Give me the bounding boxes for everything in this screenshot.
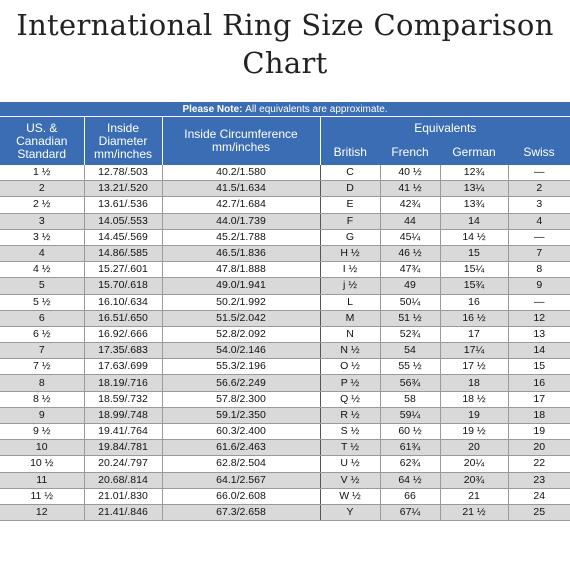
swiss-cell: 20 (508, 440, 570, 456)
swiss-cell: 9 (508, 278, 570, 294)
us-size-cell: 6 ½ (0, 326, 84, 342)
us-size-cell: 9 (0, 407, 84, 423)
diameter-cell: 16.92/.666 (84, 326, 162, 342)
swiss-cell: 8 (508, 262, 570, 278)
circumference-cell: 59.1/2.350 (162, 407, 320, 423)
note-row (0, 102, 570, 117)
german-cell: 15¾ (440, 278, 508, 294)
us-size-cell: 5 ½ (0, 294, 84, 310)
size-rows (0, 165, 570, 521)
us-size-cell: 12 (0, 504, 84, 520)
us-size-cell: 4 ½ (0, 262, 84, 278)
table-row (0, 326, 570, 342)
circumference-cell: 52.8/2.092 (162, 326, 320, 342)
header-us-canadian: US. & Canadian Standard (0, 117, 84, 166)
german-cell: 13¼ (440, 181, 508, 197)
header-equivalents: Equivalents (320, 117, 570, 140)
french-cell: 45¼ (380, 229, 440, 245)
circumference-cell: 57.8/2.300 (162, 391, 320, 407)
french-cell: 64 ½ (380, 472, 440, 488)
british-cell: N ½ (320, 343, 380, 359)
diameter-cell: 14.05/.553 (84, 213, 162, 229)
chart-title (0, 6, 570, 82)
german-cell: 13¾ (440, 197, 508, 213)
table-row (0, 245, 570, 261)
table-row (0, 262, 570, 278)
swiss-cell: 7 (508, 245, 570, 261)
swiss-cell: 23 (508, 472, 570, 488)
diameter-cell: 21.41/.846 (84, 504, 162, 520)
us-size-cell: 11 (0, 472, 84, 488)
circumference-cell: 66.0/2.608 (162, 488, 320, 504)
swiss-cell: 17 (508, 391, 570, 407)
diameter-cell: 15.27/.601 (84, 262, 162, 278)
table-row (0, 375, 570, 391)
swiss-cell: 12 (508, 310, 570, 326)
table-row (0, 165, 570, 181)
diameter-cell: 13.21/.520 (84, 181, 162, 197)
table-row (0, 440, 570, 456)
header-row-1 (0, 117, 570, 140)
swiss-cell: 16 (508, 375, 570, 391)
us-size-cell: 9 ½ (0, 424, 84, 440)
french-cell: 62¾ (380, 456, 440, 472)
german-cell: 18 ½ (440, 391, 508, 407)
chart-title-line-2: Chart (242, 46, 328, 80)
french-cell: 47¾ (380, 262, 440, 278)
british-cell: C (320, 165, 380, 181)
circumference-cell: 67.3/2.658 (162, 504, 320, 520)
french-cell: 52¾ (380, 326, 440, 342)
table-row (0, 391, 570, 407)
french-cell: 56¾ (380, 375, 440, 391)
circumference-cell: 47.8/1.888 (162, 262, 320, 278)
circumference-cell: 46.5/1.836 (162, 245, 320, 261)
german-cell: 16 (440, 294, 508, 310)
swiss-cell: 19 (508, 424, 570, 440)
swiss-cell: 4 (508, 213, 570, 229)
french-cell: 55 ½ (380, 359, 440, 375)
british-cell: R ½ (320, 407, 380, 423)
swiss-cell: 14 (508, 343, 570, 359)
french-cell: 49 (380, 278, 440, 294)
us-size-cell: 3 ½ (0, 229, 84, 245)
note-text: All equivalents are approximate. (245, 103, 388, 115)
swiss-cell: 25 (508, 504, 570, 520)
table-row (0, 359, 570, 375)
table-row (0, 213, 570, 229)
us-size-cell: 6 (0, 310, 84, 326)
french-cell: 41 ½ (380, 181, 440, 197)
circumference-cell: 61.6/2.463 (162, 440, 320, 456)
british-cell: G (320, 229, 380, 245)
swiss-cell: — (508, 294, 570, 310)
diameter-cell: 17.35/.683 (84, 343, 162, 359)
british-cell: D (320, 181, 380, 197)
british-cell: U ½ (320, 456, 380, 472)
table-row (0, 424, 570, 440)
german-cell: 19 (440, 407, 508, 423)
diameter-cell: 14.86/.585 (84, 245, 162, 261)
table-row (0, 343, 570, 359)
british-cell: E (320, 197, 380, 213)
us-size-cell: 7 ½ (0, 359, 84, 375)
german-cell: 21 ½ (440, 504, 508, 520)
french-cell: 66 (380, 488, 440, 504)
table-row (0, 504, 570, 520)
diameter-cell: 16.51/.650 (84, 310, 162, 326)
diameter-cell: 18.59/.732 (84, 391, 162, 407)
table-row (0, 456, 570, 472)
french-cell: 67¼ (380, 504, 440, 520)
circumference-cell: 42.7/1.684 (162, 197, 320, 213)
circumference-cell: 62.8/2.504 (162, 456, 320, 472)
circumference-cell: 44.0/1.739 (162, 213, 320, 229)
diameter-cell: 20.24/.797 (84, 456, 162, 472)
table-row (0, 294, 570, 310)
british-cell: T ½ (320, 440, 380, 456)
german-cell: 17 (440, 326, 508, 342)
german-cell: 20 (440, 440, 508, 456)
diameter-cell: 19.84/.781 (84, 440, 162, 456)
french-cell: 40 ½ (380, 165, 440, 181)
french-cell: 51 ½ (380, 310, 440, 326)
chart-title-line-1: International Ring Size Comparison (16, 8, 554, 42)
header-inside-circumference: Inside Circumference mm/inches (162, 117, 320, 166)
circumference-cell: 50.2/1.992 (162, 294, 320, 310)
british-cell: P ½ (320, 375, 380, 391)
british-cell: M (320, 310, 380, 326)
approximation-note (0, 102, 570, 117)
swiss-cell: — (508, 165, 570, 181)
german-cell: 14 ½ (440, 229, 508, 245)
german-cell: 14 (440, 213, 508, 229)
swiss-cell: 3 (508, 197, 570, 213)
note-label: Please Note: (182, 103, 243, 115)
table-row (0, 197, 570, 213)
british-cell: H ½ (320, 245, 380, 261)
circumference-cell: 60.3/2.400 (162, 424, 320, 440)
circumference-cell: 56.6/2.249 (162, 375, 320, 391)
table-row (0, 488, 570, 504)
us-size-cell: 7 (0, 343, 84, 359)
diameter-cell: 13.61/.536 (84, 197, 162, 213)
table-row (0, 472, 570, 488)
german-cell: 20¾ (440, 472, 508, 488)
header-german: German (440, 139, 508, 165)
diameter-cell: 18.19/.716 (84, 375, 162, 391)
circumference-cell: 54.0/2.146 (162, 343, 320, 359)
us-size-cell: 10 ½ (0, 456, 84, 472)
german-cell: 19 ½ (440, 424, 508, 440)
british-cell: W ½ (320, 488, 380, 504)
swiss-cell: 18 (508, 407, 570, 423)
ring-size-table (0, 102, 570, 521)
header-swiss: Swiss (508, 139, 570, 165)
diameter-cell: 12.78/.503 (84, 165, 162, 181)
circumference-cell: 40.2/1.580 (162, 165, 320, 181)
header-french: French (380, 139, 440, 165)
german-cell: 15¼ (440, 262, 508, 278)
german-cell: 15 (440, 245, 508, 261)
british-cell: L (320, 294, 380, 310)
diameter-cell: 14.45/.569 (84, 229, 162, 245)
table-row (0, 181, 570, 197)
diameter-cell: 20.68/.814 (84, 472, 162, 488)
table-row (0, 229, 570, 245)
french-cell: 60 ½ (380, 424, 440, 440)
british-cell: V ½ (320, 472, 380, 488)
british-cell: S ½ (320, 424, 380, 440)
circumference-cell: 45.2/1.788 (162, 229, 320, 245)
table-row (0, 407, 570, 423)
swiss-cell: 22 (508, 456, 570, 472)
british-cell: Q ½ (320, 391, 380, 407)
french-cell: 46 ½ (380, 245, 440, 261)
french-cell: 61¾ (380, 440, 440, 456)
swiss-cell: 15 (508, 359, 570, 375)
header-inside-diameter: Inside Diameter mm/inches (84, 117, 162, 166)
us-size-cell: 8 (0, 375, 84, 391)
british-cell: Y (320, 504, 380, 520)
german-cell: 20¼ (440, 456, 508, 472)
swiss-cell: 2 (508, 181, 570, 197)
german-cell: 16 ½ (440, 310, 508, 326)
british-cell: F (320, 213, 380, 229)
german-cell: 21 (440, 488, 508, 504)
british-cell: N (320, 326, 380, 342)
circumference-cell: 49.0/1.941 (162, 278, 320, 294)
french-cell: 58 (380, 391, 440, 407)
german-cell: 12¾ (440, 165, 508, 181)
german-cell: 17 ½ (440, 359, 508, 375)
french-cell: 50¼ (380, 294, 440, 310)
british-cell: j ½ (320, 278, 380, 294)
british-cell: O ½ (320, 359, 380, 375)
german-cell: 18 (440, 375, 508, 391)
french-cell: 44 (380, 213, 440, 229)
us-size-cell: 2 (0, 181, 84, 197)
french-cell: 54 (380, 343, 440, 359)
french-cell: 59¼ (380, 407, 440, 423)
diameter-cell: 15.70/.618 (84, 278, 162, 294)
us-size-cell: 2 ½ (0, 197, 84, 213)
swiss-cell: 24 (508, 488, 570, 504)
british-cell: I ½ (320, 262, 380, 278)
us-size-cell: 10 (0, 440, 84, 456)
us-size-cell: 11 ½ (0, 488, 84, 504)
us-size-cell: 5 (0, 278, 84, 294)
header-british: British (320, 139, 380, 165)
us-size-cell: 1 ½ (0, 165, 84, 181)
us-size-cell: 8 ½ (0, 391, 84, 407)
circumference-cell: 64.1/2.567 (162, 472, 320, 488)
us-size-cell: 4 (0, 245, 84, 261)
table-row (0, 310, 570, 326)
french-cell: 42¾ (380, 197, 440, 213)
diameter-cell: 21.01/.830 (84, 488, 162, 504)
us-size-cell: 3 (0, 213, 84, 229)
table-row (0, 278, 570, 294)
diameter-cell: 17.63/.699 (84, 359, 162, 375)
diameter-cell: 16.10/.634 (84, 294, 162, 310)
diameter-cell: 19.41/.764 (84, 424, 162, 440)
circumference-cell: 41.5/1.634 (162, 181, 320, 197)
diameter-cell: 18.99/.748 (84, 407, 162, 423)
swiss-cell: 13 (508, 326, 570, 342)
circumference-cell: 55.3/2.196 (162, 359, 320, 375)
circumference-cell: 51.5/2.042 (162, 310, 320, 326)
german-cell: 17¼ (440, 343, 508, 359)
swiss-cell: — (508, 229, 570, 245)
